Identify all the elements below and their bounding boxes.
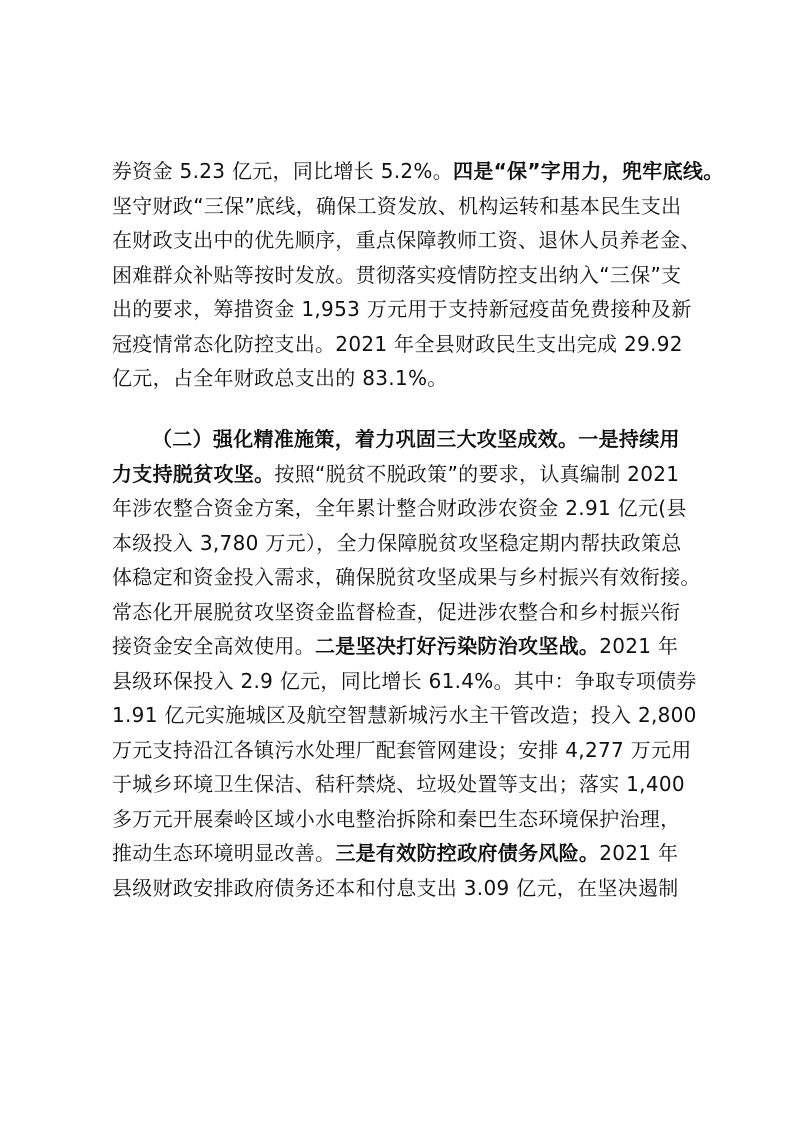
text-run: 接资金安全高效使用。 xyxy=(112,634,315,658)
text-line xyxy=(112,327,712,362)
text-run: 县级财政安排政府债务还本和付息支出 3.09 亿元，在坚决遏制 xyxy=(112,875,679,900)
text-line xyxy=(112,629,712,664)
text-run: 常态化开展脱贫攻坚资金监督检查，促进涉农整合和乡村振兴衔 xyxy=(112,599,681,624)
text-run: 年涉农整合资金方案，全年累计整合财政涉农资金 2.91 亿元(县 xyxy=(112,496,687,520)
text-run: 按照“脱贫不脱政策”的要求，认真编制 2021 xyxy=(274,461,680,486)
text-line xyxy=(112,560,712,595)
text-line xyxy=(112,154,724,189)
text-line xyxy=(112,767,712,802)
text-line xyxy=(112,526,712,561)
text-run: 推动生态环境明显改善。 xyxy=(112,841,336,865)
text-line xyxy=(112,733,712,768)
text-line xyxy=(112,836,712,871)
text-line xyxy=(112,871,712,906)
text-run: 体稳定和资金投入需求，确保脱贫攻坚成果与乡村振兴有效衔接。 xyxy=(112,565,701,589)
text-run: 万元支持沿江各镇污水处理厂配套管网建设；安排 4,277 万元用 xyxy=(112,737,692,762)
bold-text-run: 二是坚决打好污染防治攻坚战。 xyxy=(315,634,600,658)
bold-text-run: 三是有效防控政府债务风险。 xyxy=(335,841,600,865)
bold-text-run: 力支持脱贫攻坚。 xyxy=(112,461,275,486)
text-line xyxy=(112,223,712,258)
text-run: 困难群众补贴等按时发放。贯彻落实疫情防控支出纳入“三保”支 xyxy=(112,262,682,287)
text-run: 于城乡环境卫生保洁、秸秆禁烧、垃圾处置等支出；落实 1,400 xyxy=(112,772,685,796)
text-run: 出的要求，筹措资金 1,953 万元用于支持新冠疫苗免费接种及新 xyxy=(112,297,692,321)
text-line xyxy=(112,422,712,457)
text-line xyxy=(112,361,712,396)
text-line xyxy=(112,189,712,224)
text-line xyxy=(112,664,712,699)
text-line xyxy=(112,491,712,526)
text-run: 县级环保投入 2.9 亿元，同比增长 61.4%。其中：争取专项债券 xyxy=(112,668,697,693)
text-run: 2021 年 xyxy=(599,841,679,865)
text-line xyxy=(112,802,712,837)
bold-text-run: 四是“保”字用力，兜牢底线。 xyxy=(453,159,724,183)
text-run: 本级投入 3,780 万元），全力保障脱贫攻坚稳定期内帮扶政策总 xyxy=(112,530,682,555)
text-run: 亿元，占全年财政总支出的 83.1%。 xyxy=(112,366,448,390)
text-line xyxy=(112,595,712,630)
paragraph-guarantee-livelihood xyxy=(112,154,724,396)
text-run: 冠疫情常态化防控支出。2021 年全县财政民生支出完成 29.92 xyxy=(112,331,683,356)
text-run: 2021 年 xyxy=(599,634,679,658)
text-run: 券资金 5.23 亿元，同比增长 5.2%。 xyxy=(112,159,454,183)
text-run: 坚守财政“三保”底线，确保工资发放、机构运转和基本民生支出 xyxy=(112,193,682,218)
text-line xyxy=(112,457,712,492)
bold-text-run: （二）强化精准施策，着力巩固三大攻坚成效。一是持续用 xyxy=(152,427,680,451)
text-line xyxy=(112,292,712,327)
text-line xyxy=(112,258,712,293)
text-run: 多万元开展秦岭区域小水电整治拆除和秦巴生态环境保护治理， xyxy=(112,806,681,831)
text-run: 1.91 亿元实施城区及航空智慧新城污水主干管改造；投入 2,800 xyxy=(112,703,697,727)
text-run: 在财政支出中的优先顺序，重点保障教师工资、退休人员养老金、 xyxy=(112,228,701,252)
paragraph-precision-measures xyxy=(112,422,712,905)
text-line xyxy=(112,698,712,733)
